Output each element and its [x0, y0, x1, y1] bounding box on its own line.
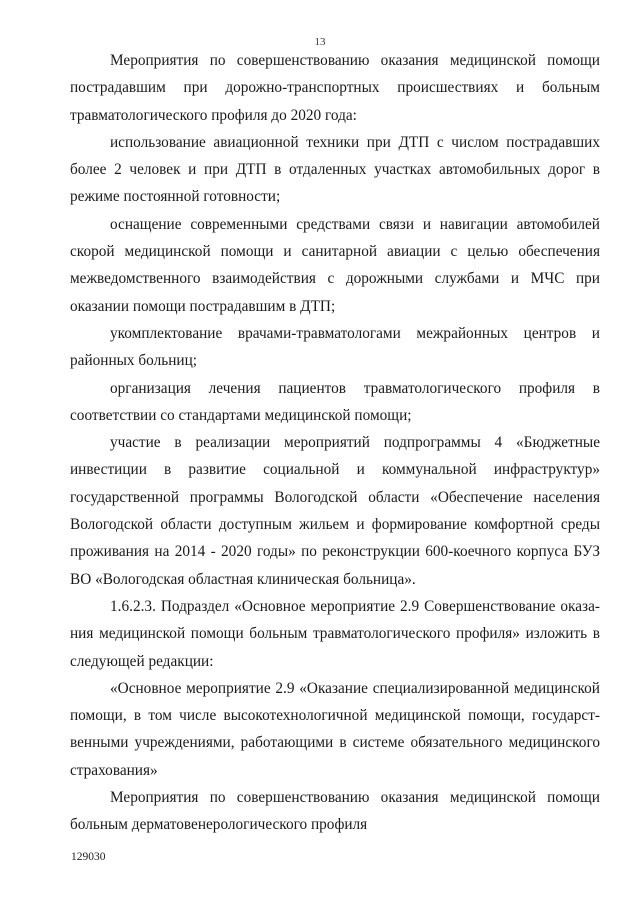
paragraph-dermatovenerology-measures: Мероприятия по совершенствованию оказания медицинской помощи больным дерматовенерологического профиля	[70, 789, 600, 834]
page-number: 13	[314, 36, 326, 48]
paragraph-trauma-measures-intro: Мероприятия по совершенствованию оказания медицинской помощи пострадавшим при дорожно-транспортных происшествиях и больным травматологического профиля до 2020 года:	[70, 52, 600, 124]
document-id: 129030	[71, 851, 106, 863]
paragraph-subprogram-participation: участие в реализации мероприятий подпрограммы 4 «Бюджетные инвестиции в развитие социальной и коммунальной инфраструктур» государственной программы Вологодской области «Обеспечение населения Вологодской области доступным жильем и формирование комфортной среды проживания на 2014 - 2020 годы» по реконструкции 600-коечного корпуса БУЗ ВО «Вологодская областная клиническая больница».	[70, 434, 600, 588]
paragraph-subsection-amendment: 1.6.2.3. Подраздел «Основное мероприятие 2.9 Совершенствование оказания медицинской помощи больным травматологического профиля» изложить в следующей редакции:	[70, 597, 600, 670]
paragraph-main-measure-2-9: «Основное мероприятие 2.9 «Оказание специализированной медицинской помощи, в том числе высокотехнологичной медицинской помощи, государственными учреждениями, работающими в системе обязательного медицинского страхования»	[70, 679, 600, 779]
document-body	[70, 47, 600, 839]
paragraph-staffing: укомплектование врачами-травматологами межрайонных центров и районных больниц;	[70, 324, 600, 370]
paragraph-communication-equipment: оснащение современными средствами связи и навигации автомобилей скорой медицинской помощи и санитарной авиации с целью обеспечения межведомственного взаимодействия с дорожными службами и МЧС при оказании помощи пострадавшим в ДТП;	[70, 215, 600, 315]
paragraph-aviation: использование авиационной техники при ДТП с числом пострадавших более 2 человек и при ДТП в отдаленных участках автомобильных дорог в режиме постоянной готовности;	[70, 133, 600, 206]
paragraph-treatment-standards: организация лечения пациентов травматологического профиля в соответствии со стандартами медицинской помощи;	[70, 379, 600, 424]
